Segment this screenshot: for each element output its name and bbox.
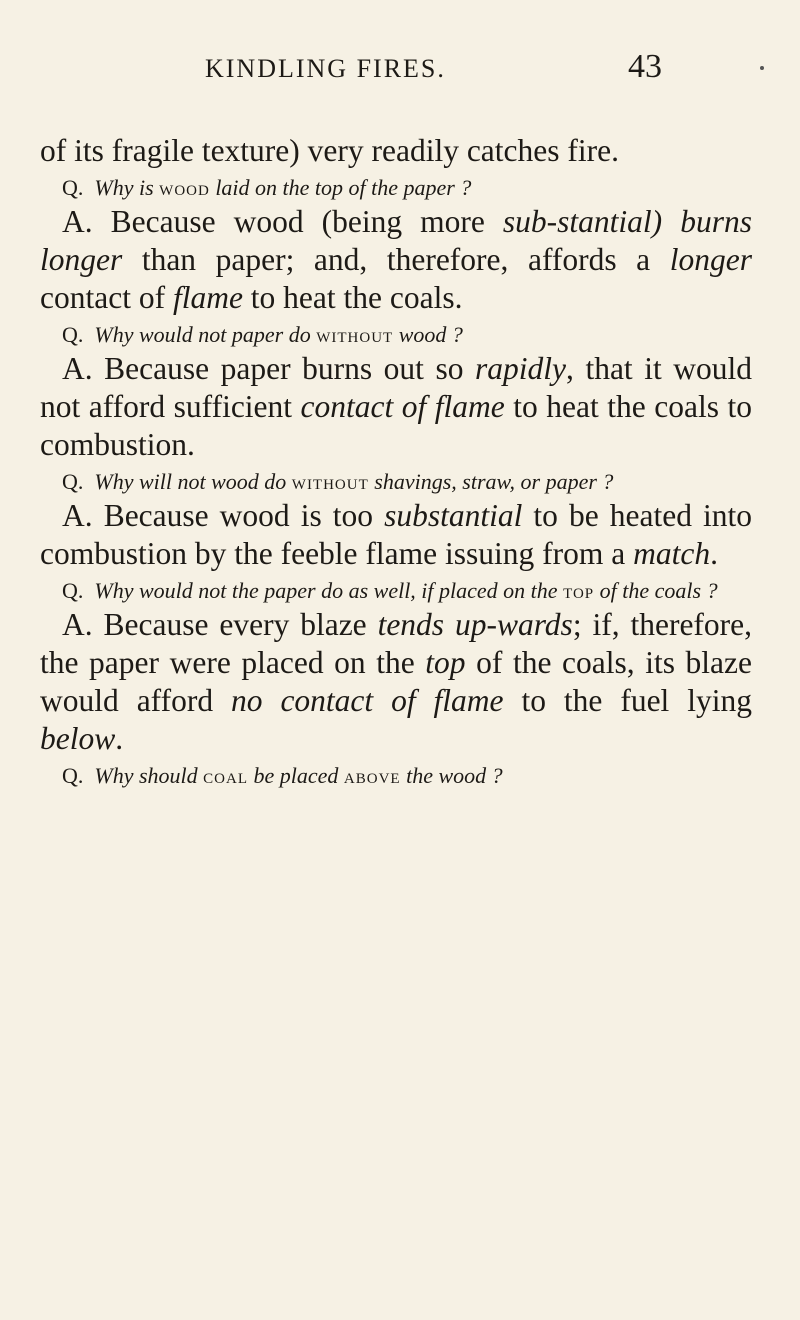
small-caps-run: without (291, 469, 369, 494)
answer-label: A. (62, 607, 93, 642)
italic-run: sub-stantial) (502, 204, 663, 239)
text-run: Why is (94, 175, 160, 200)
small-caps-run: wood (159, 175, 210, 200)
text-run: to heat the coals to combustion. (40, 389, 752, 462)
italic-run: match (633, 536, 711, 571)
text-run: of the coals, its blaze would afford (40, 645, 752, 718)
text-run: ; if, therefore, the paper were placed on the (40, 607, 753, 680)
text-run: to be heated into combustion by the feeble flame issuing from a (40, 498, 753, 571)
italic-run: contact of flame (300, 389, 505, 424)
question-4 (40, 577, 752, 604)
text-run: Because wood (being more (110, 204, 503, 239)
text-run: of its fragile texture) very readily catches fire. (40, 133, 619, 168)
small-caps-run: above (343, 763, 401, 788)
body-text (40, 132, 752, 791)
italic-run: longer (669, 242, 752, 277)
text-run: Why should (94, 763, 204, 788)
text-run: . (710, 536, 718, 571)
italic-run: substantial (384, 498, 523, 533)
text-run: of the coals ? (594, 578, 718, 603)
answer-label: A. (62, 204, 93, 239)
margin-mark (760, 66, 764, 70)
text-run: to heat the coals. (242, 280, 463, 315)
answer-3 (40, 497, 752, 573)
answer-continuation (40, 132, 752, 170)
text-run: shavings, straw, or paper ? (368, 469, 614, 494)
page-number: 43 (628, 48, 662, 85)
question-label: Q. (62, 175, 84, 200)
question-3 (40, 468, 752, 495)
text-run: Because wood is too (103, 498, 385, 533)
running-head (0, 48, 800, 88)
question-2 (40, 321, 752, 348)
text-run: the wood ? (400, 763, 503, 788)
text-run: Why will not wood do (94, 469, 292, 494)
text-run: wood ? (393, 322, 463, 347)
text-run: be placed (248, 763, 344, 788)
small-caps-run: top (563, 578, 595, 603)
small-caps-run: without (316, 322, 394, 347)
text-run (662, 204, 680, 239)
italic-run: no contact of flame (231, 683, 504, 718)
text-run: . (115, 721, 124, 756)
italic-run: top (425, 645, 466, 680)
answer-label: A. (62, 498, 93, 533)
text-run: Why would not the paper do as well, if placed on the (94, 578, 564, 603)
text-run: , that it would not afford sufficient (40, 351, 753, 424)
text-run: than paper; and, therefore, affords a (122, 242, 670, 277)
italic-run: tends up-wards (377, 607, 573, 642)
text-run: contact of (40, 280, 173, 315)
question-label: Q. (62, 578, 84, 603)
italic-run: rapidly (475, 351, 567, 386)
text-run: Because paper burns out so (104, 351, 476, 386)
answer-1 (40, 203, 752, 317)
italic-run: below (40, 721, 116, 756)
small-caps-run: coal (203, 763, 248, 788)
question-label: Q. (62, 763, 84, 788)
answer-2 (40, 350, 752, 464)
question-1 (40, 174, 752, 201)
answer-4 (40, 606, 752, 758)
italic-run: flame (172, 280, 243, 315)
text-run: laid on the top of the paper ? (209, 175, 472, 200)
text-run: to the fuel lying (503, 683, 752, 718)
italic-run: burns longer (40, 204, 752, 277)
text-run: Because every blaze (103, 607, 378, 642)
question-label: Q. (62, 322, 84, 347)
question-label: Q. (62, 469, 84, 494)
answer-label: A. (62, 351, 93, 386)
question-5 (40, 762, 752, 789)
running-head-title: KINDLING FIRES. (205, 54, 446, 83)
text-run: Why would not paper do (94, 322, 317, 347)
